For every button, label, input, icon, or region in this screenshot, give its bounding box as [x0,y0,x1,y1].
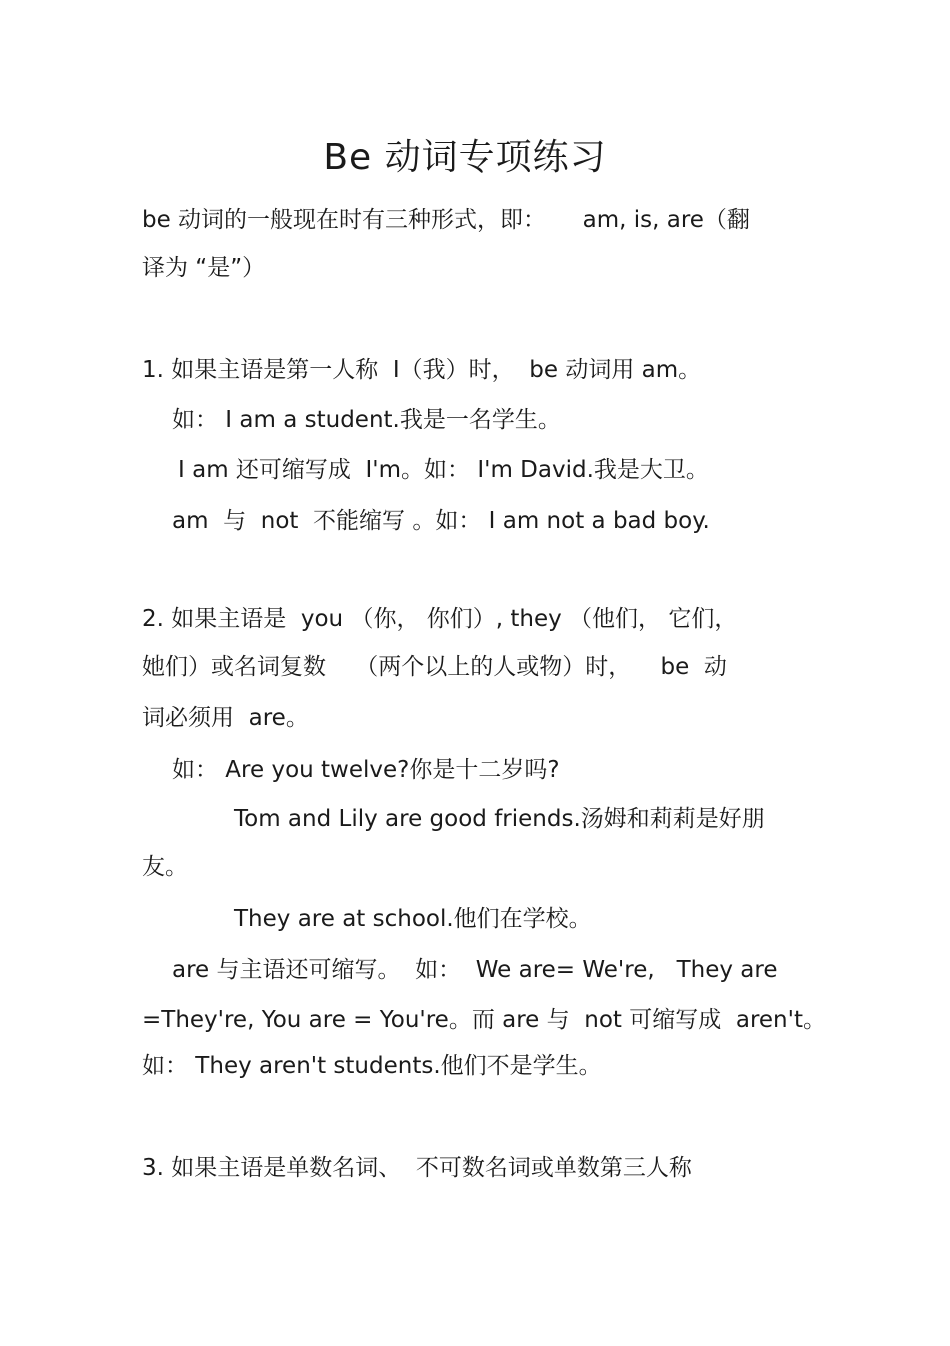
section2-example-1: 如： Are you twelve?你是十二岁吗? [172,757,560,783]
section2-contraction-line-2: =They're, You are = You're。而 are 与 not 可缩写成 aren't。 [142,1007,826,1033]
intro-line-2: 译为 “是”） [142,255,266,281]
intro-line-1: be 动词的一般现在时有三种形式，即： am, is, are（翻 [142,207,750,233]
section2-heading-line-2: 她们）或名词复数 （两个以上的人或物）时， be 动 [142,654,727,680]
section2-example-3: They are at school.他们在学校。 [234,906,592,932]
section2-example-2-line-1: Tom and Lily are good friends.汤姆和莉莉是好朋 [234,806,765,832]
section2-heading-line-3: 词必须用 are。 [142,705,309,731]
section1-negation: am 与 not 不能缩写 。如： I am not a bad boy. [172,508,710,534]
section2-heading-line-1: 2. 如果主语是 you （你， 你们）, they （他们， 它们， [142,606,738,632]
section1-example: 如： I am a student.我是一名学生。 [172,407,561,433]
section2-example-2-line-2: 友。 [142,854,188,880]
section1-heading: 1. 如果主语是第一人称 I（我）时， be 动词用 am。 [142,357,702,383]
section2-contraction-line-3: 如： They aren't students.他们不是学生。 [142,1053,602,1079]
section3-heading: 3. 如果主语是单数名词、 不可数名词或单数第三人称 [142,1155,692,1181]
document-title: Be 动词专项练习 [323,137,607,178]
section2-contraction-line-1: are 与主语还可缩写。 如： We are= We're, They are [172,957,778,983]
section1-contraction: I am 还可缩写成 I'm。如： I'm David.我是大卫。 [178,457,709,483]
